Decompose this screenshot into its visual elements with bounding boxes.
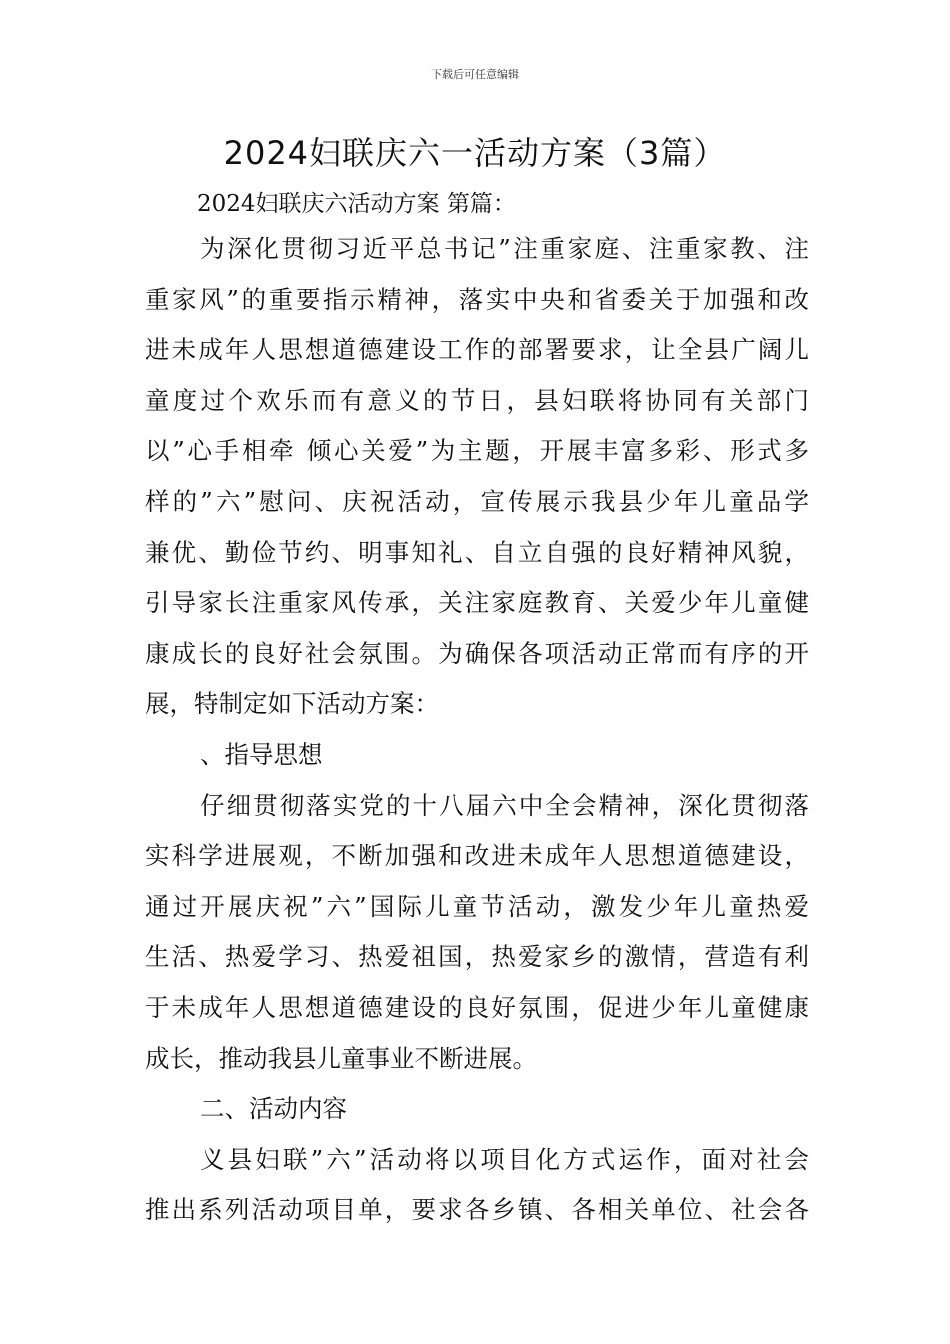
body-line: 推出系列活动项目单，要求各乡镇、各相关单位、社会各 [145, 1195, 809, 1225]
body-line: 成长，推动我县儿童事业不断进展。 [145, 1043, 537, 1073]
body-line: 以”心手相牵 倾心关爱”为主题，开展丰富多彩、形式多 [145, 436, 809, 466]
body-text [145, 224, 809, 1236]
body-line: 展，特制定如下活动方案： [145, 689, 439, 719]
body-line: 重家风”的重要指示精神，落实中央和省委关于加强和改 [145, 284, 809, 314]
body-line: 兼优、勤俭节约、明事知礼、自立自强的良好精神风貌， [145, 537, 809, 567]
body-line: 于未成年人思想道德建设的良好氛围，促进少年儿童健康 [145, 992, 809, 1022]
page-title: 2024妇联庆六一活动方案（3篇） [223, 134, 727, 172]
body-line: 童度过个欢乐而有意义的节日，县妇联将协同有关部门 [145, 385, 809, 415]
body-line: 仔细贯彻落实党的十八届六中全会精神，深化贯彻落 [200, 790, 809, 820]
body-line: 引导家长注重家风传承，关注家庭教育、关爱少年儿童健 [145, 588, 809, 618]
body-line: 康成长的良好社会氛围。为确保各项活动正常而有序的开 [145, 638, 809, 668]
body-line: 为深化贯彻习近平总书记”注重家庭、注重家教、注 [200, 234, 809, 263]
body-line: 通过开展庆祝”六”国际儿童节活动，激发少年儿童热爱 [145, 891, 809, 921]
body-line: 生活、热爱学习、热爱祖国，热爱家乡的激情，营造有利 [145, 942, 809, 972]
body-line: 样的”六”慰问、庆祝活动，宣传展示我县少年儿童品学 [145, 486, 809, 516]
body-line: 二、活动内容 [200, 1094, 347, 1124]
header-note: 下载后可任意编辑 [431, 68, 519, 81]
subtitle: 2024妇联庆六活动方案 第篇： [197, 191, 516, 217]
body-line: 义县妇联”六”活动将以项目化方式运作，面对社会 [200, 1144, 809, 1174]
body-line: 进未成年人思想道德建设工作的部署要求，让全县广阔儿 [145, 335, 809, 365]
body-line: 实科学进展观，不断加强和改进未成年人思想道德建设， [145, 841, 809, 871]
body-line: 、指导思想 [200, 739, 323, 769]
